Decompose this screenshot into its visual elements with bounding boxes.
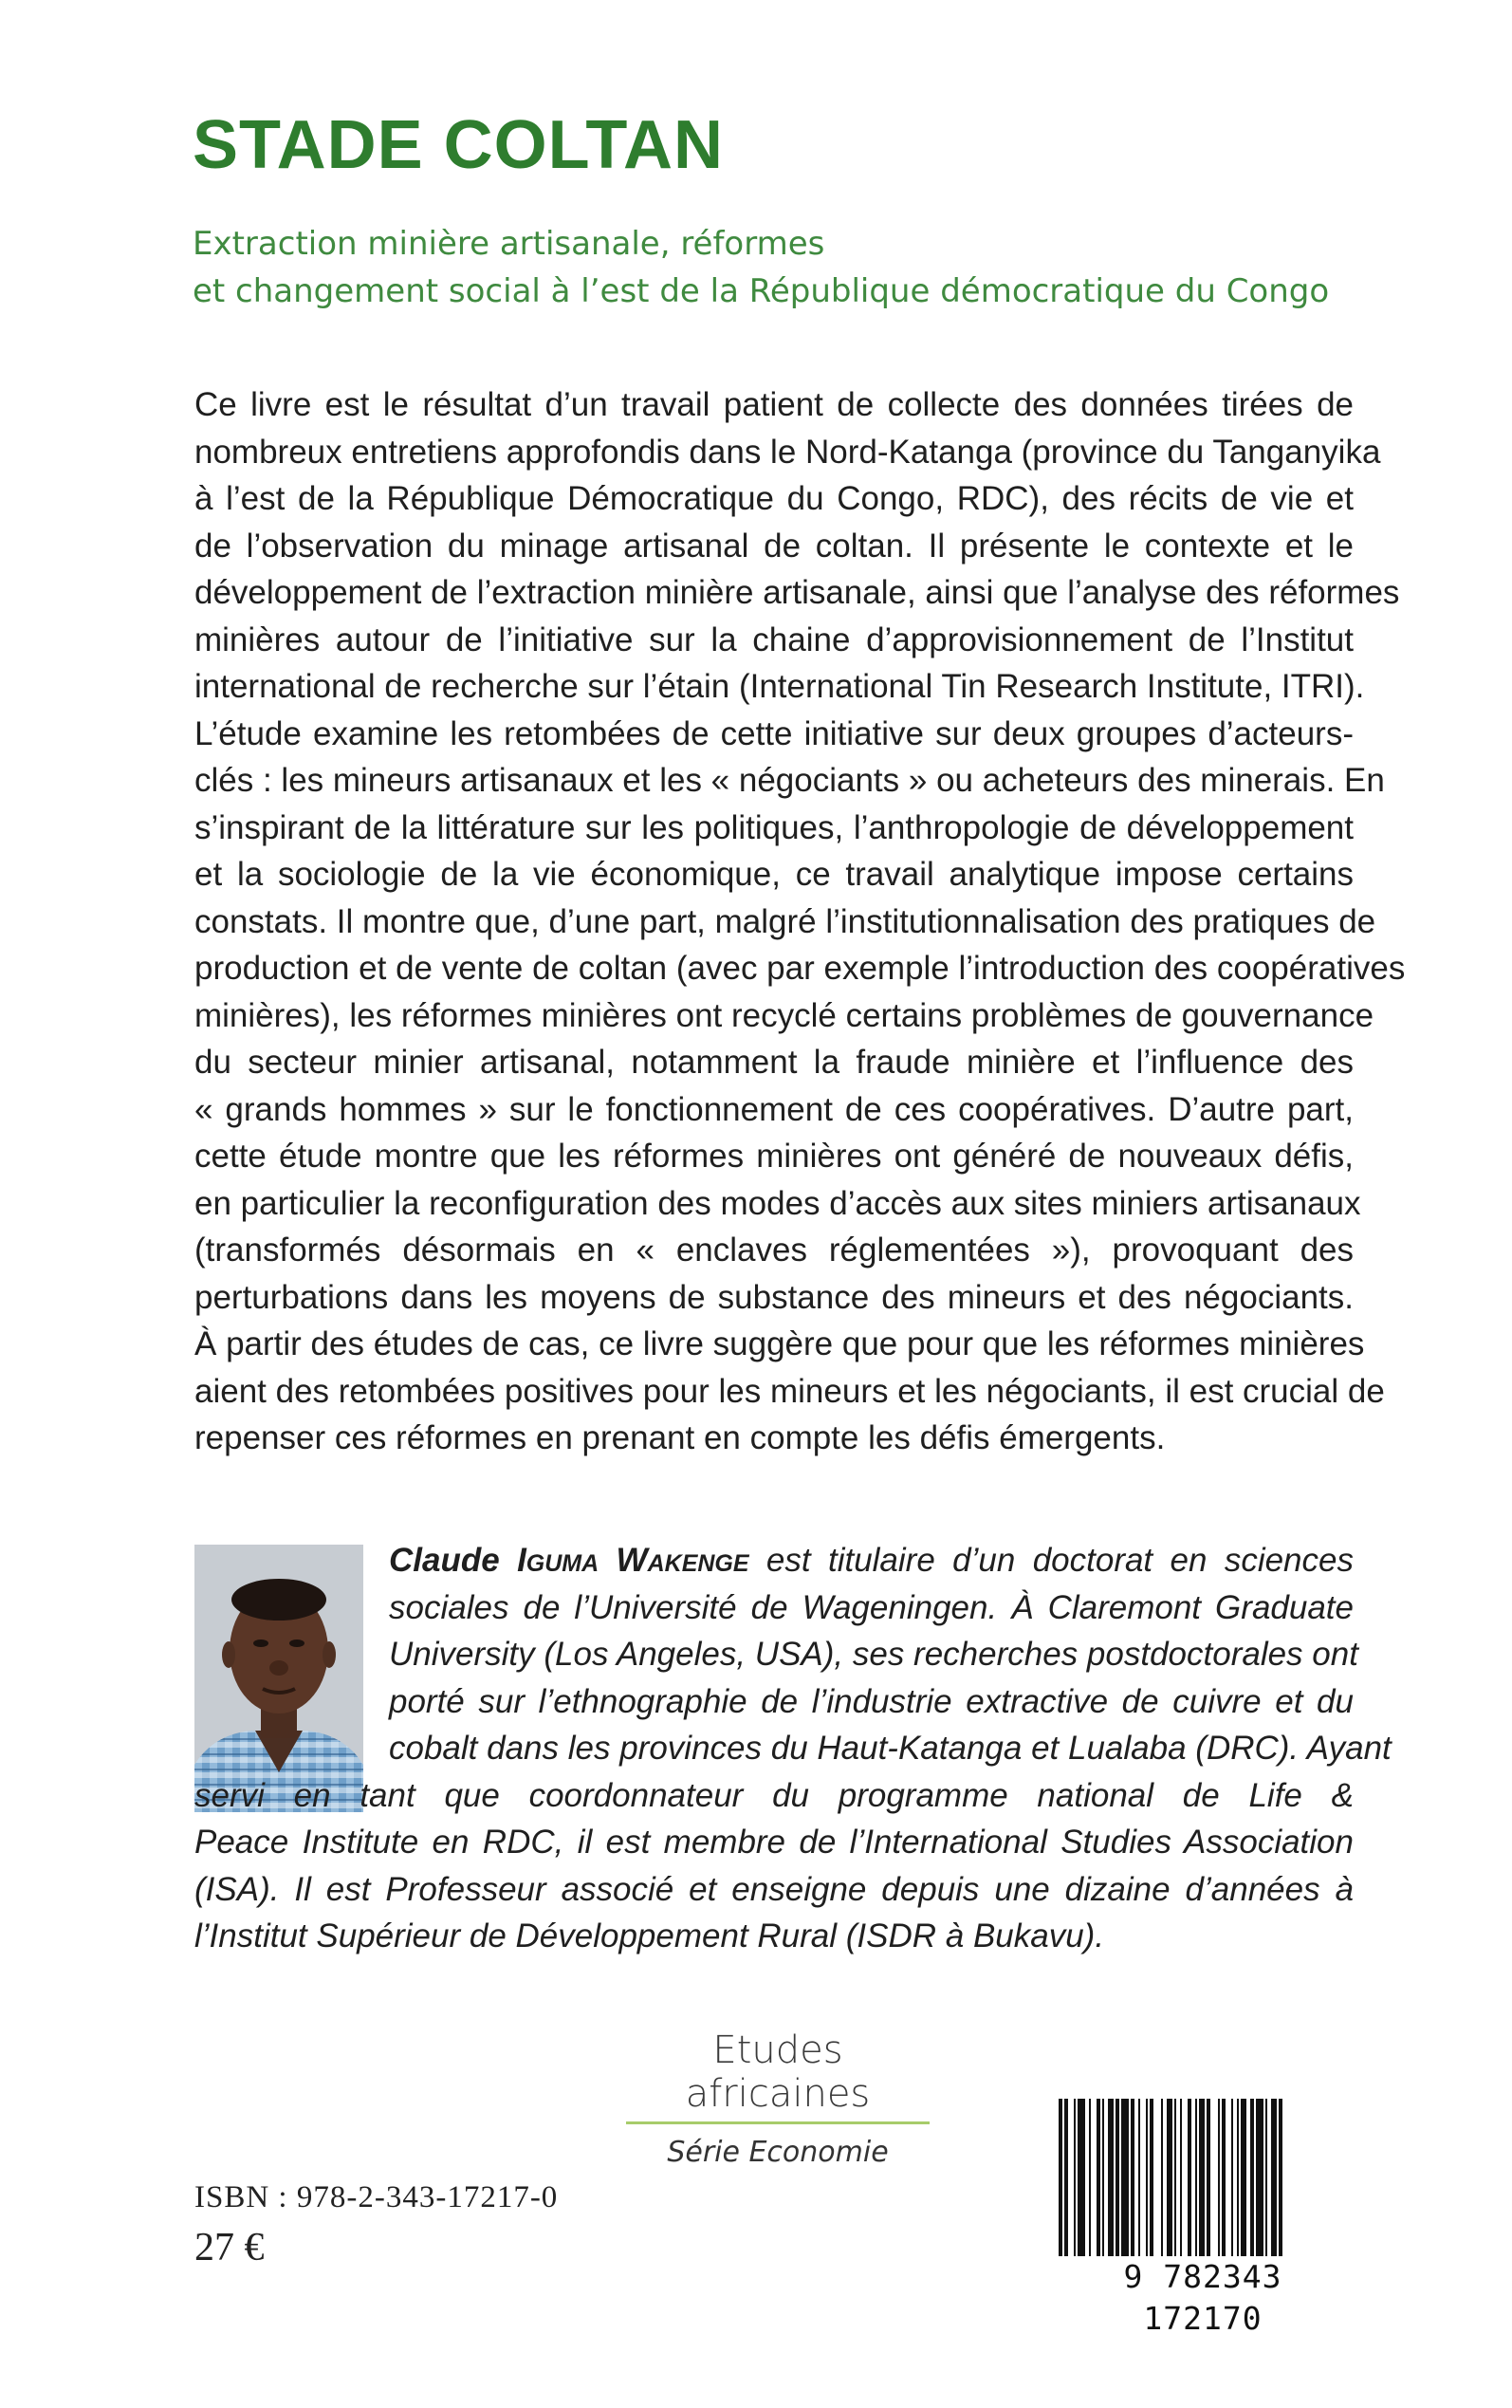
summary-line: cette étude montre que les réformes minières ont généré de nouveaux défis, <box>194 1138 1354 1175</box>
summary-line: Ce livre est le résultat d’un travail patient de collecte des données tirées de <box>194 386 1354 423</box>
summary-line: en particulier la reconfiguration des modes d’accès aux sites miniers artisanaux <box>194 1184 1361 1222</box>
summary-line: du secteur minier artisanal, notamment la fraude minière et l’influence des <box>194 1044 1354 1081</box>
summary-line: (transformés désormais en « enclaves réglementées »), provoquant des <box>194 1232 1354 1269</box>
summary-line: constats. Il montre que, d’une part, malgré l’institutionnalisation des pratiques de <box>194 902 1376 940</box>
author-bio <box>194 1537 1392 1960</box>
summary-line: nombreux entretiens approfondis dans le Nord-Katanga (province du Tanganyika <box>194 433 1381 471</box>
price: 27 € <box>194 2226 265 2269</box>
subtitle-line: Extraction minière artisanale, réformes <box>193 225 825 263</box>
summary-line: À partir des études de cas, ce livre suggère que pour que les réformes minières <box>194 1325 1365 1362</box>
bio-line: l’Institut Supérieur de Développement Rural (ISDR à Bukavu). <box>194 1917 1105 1954</box>
summary-text <box>194 381 1406 1462</box>
subseries-name: Série Economie <box>667 2136 889 2169</box>
summary-line: à l’est de la République Démocratique du Congo, RDC), des récits de vie et <box>194 480 1354 517</box>
summary-line: international de recherche sur l’étain (International Tin Research Institute, ITRI). <box>194 668 1365 705</box>
summary-line: « grands hommes » sur le fonctionnement de ces coopératives. D’autre part, <box>194 1090 1354 1128</box>
series-block <box>626 2028 930 2169</box>
summary-line: de l’observation du minage artisanal de coltan. Il présente le contexte et le <box>194 527 1354 565</box>
summary-line: production et de vente de coltan (avec par exemple l’introduction des coopératives <box>194 950 1406 987</box>
summary-line: clés : les mineurs artisanaux et les « négociants » ou acheteurs des minerais. En <box>194 762 1385 799</box>
bio-line: University (Los Angeles, USA), ses recherches postdoctorales ont <box>389 1636 1358 1673</box>
barcode-digits: 9 782343 172170 <box>1055 2256 1351 2298</box>
isbn: ISBN : 978-2-343-17217-0 <box>194 2180 559 2214</box>
bio-line: servi en tant que coordonnateur du programme national de Life & <box>194 1776 1354 1814</box>
bio-line: (ISA). Il est Professeur associé et enseigne depuis une dizaine d’années à <box>194 1870 1354 1908</box>
book-title: STADE COLTAN <box>193 107 724 183</box>
bio-line: cobalt dans les provinces du Haut-Katanga et Lualaba (DRC). Ayant <box>389 1730 1392 1767</box>
bio-line: Claude Iguma Wakenge est titulaire d’un doctorat en sciences <box>389 1542 1354 1579</box>
summary-line: perturbations dans les moyens de substance des mineurs et des négociants. <box>194 1278 1354 1316</box>
summary-line: repenser ces réformes en prenant en compte les défis émergents. <box>194 1419 1166 1456</box>
summary-line: minières), les réformes minières ont recyclé certains problèmes de gouvernance <box>194 996 1374 1034</box>
bio-line: porté sur l’ethnographie de l’industrie extractive de cuivre et du <box>389 1682 1354 1720</box>
bio-line: Peace Institute en RDC, il est membre de l’International Studies Association <box>194 1824 1354 1861</box>
summary-line: et la sociologie de la vie économique, ce travail analytique impose certains <box>194 856 1354 893</box>
summary-line: s’inspirant de la littérature sur les politiques, l’anthropologie de développement <box>194 808 1354 846</box>
summary-line: L’étude examine les retombées de cette initiative sur deux groupes d’acteurs- <box>194 714 1354 752</box>
series-name: Etudes africaines <box>626 2028 930 2124</box>
book-subtitle <box>193 220 1378 315</box>
summary-line: développement de l’extraction minière artisanale, ainsi que l’analyse des réformes <box>194 574 1400 611</box>
summary-line: minières autour de l’initiative sur la chaine d’approvisionnement de l’Institut <box>194 621 1354 658</box>
bio-line: sociales de l’Université de Wageningen. À Claremont Graduate <box>389 1588 1354 1626</box>
summary-line: aient des retombées positives pour les mineurs et les négociants, il est crucial de <box>194 1372 1385 1410</box>
author-name: Claude Iguma Wakenge <box>389 1542 749 1579</box>
subtitle-line: et changement social à l’est de la République démocratique du Congo <box>193 272 1330 310</box>
